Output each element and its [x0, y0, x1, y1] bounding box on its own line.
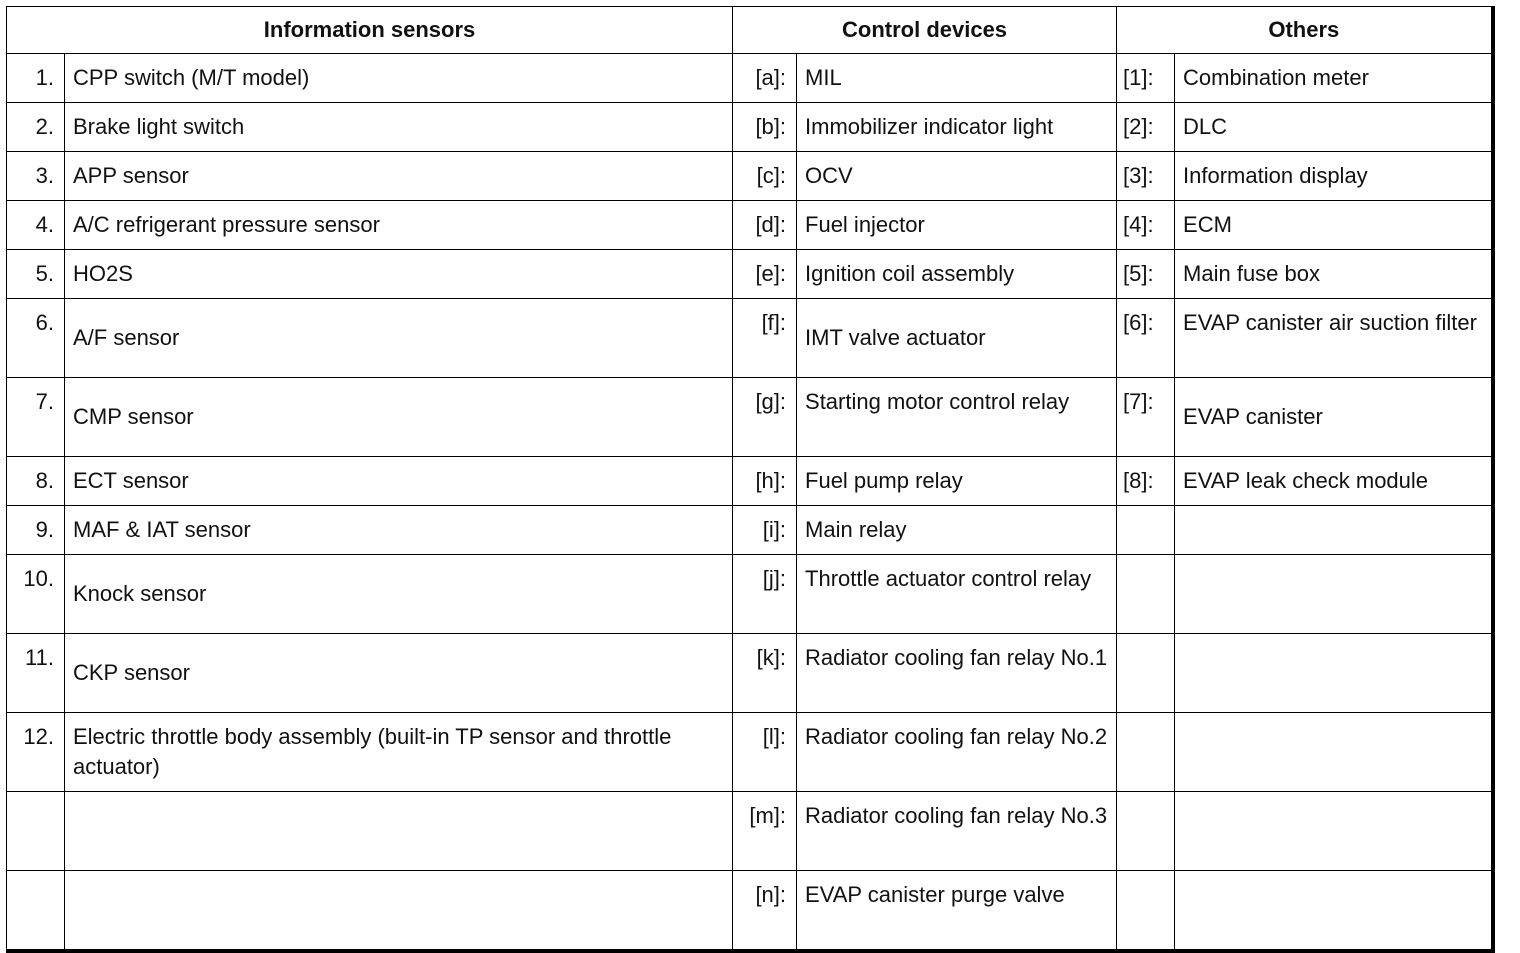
device-code: [l]: [733, 713, 797, 792]
device-code: [b]: [733, 103, 797, 152]
sensor-number: 8. [7, 457, 65, 506]
other-code [1117, 555, 1175, 634]
other-name: ECM [1175, 201, 1493, 250]
table-row [7, 201, 1493, 250]
sensor-number: 9. [7, 506, 65, 555]
table-row [7, 634, 1493, 713]
other-code [1117, 713, 1175, 792]
sensor-name: HO2S [65, 250, 733, 299]
device-name: EVAP canister purge valve [797, 871, 1117, 952]
other-name [1175, 713, 1493, 792]
other-name: EVAP leak check module [1175, 457, 1493, 506]
table-row [7, 250, 1493, 299]
table-row [7, 871, 1493, 952]
sensor-number: 10. [7, 555, 65, 634]
sensor-name: Electric throttle body assembly (built-in TP sensor and throttle actuator) [65, 713, 733, 792]
device-code: [m]: [733, 792, 797, 871]
device-code: [k]: [733, 634, 797, 713]
device-name: Main relay [797, 506, 1117, 555]
device-name: Ignition coil assembly [797, 250, 1117, 299]
sensor-number: 5. [7, 250, 65, 299]
header-control-devices: Control devices [733, 7, 1117, 54]
sensor-name: CKP sensor [65, 634, 733, 713]
other-name [1175, 506, 1493, 555]
sensor-number: 2. [7, 103, 65, 152]
table-row [7, 378, 1493, 457]
table-row [7, 506, 1493, 555]
other-name: EVAP canister air suction filter [1175, 299, 1493, 378]
other-name: Combination meter [1175, 54, 1493, 103]
device-name: Fuel pump relay [797, 457, 1117, 506]
sensor-number: 11. [7, 634, 65, 713]
table-row [7, 103, 1493, 152]
other-code [1117, 506, 1175, 555]
sensor-number: 3. [7, 152, 65, 201]
device-name: IMT valve actuator [797, 299, 1117, 378]
header-row [7, 7, 1493, 54]
sensor-name: ECT sensor [65, 457, 733, 506]
table-row [7, 299, 1493, 378]
sensor-name: CMP sensor [65, 378, 733, 457]
sensor-name: APP sensor [65, 152, 733, 201]
sensor-name: A/F sensor [65, 299, 733, 378]
device-code: [a]: [733, 54, 797, 103]
other-code: [1]: [1117, 54, 1175, 103]
sensor-number: 1. [7, 54, 65, 103]
header-others: Others [1117, 7, 1493, 54]
other-name [1175, 555, 1493, 634]
other-name: Main fuse box [1175, 250, 1493, 299]
sensor-number: 4. [7, 201, 65, 250]
table-row [7, 152, 1493, 201]
other-code [1117, 792, 1175, 871]
sensor-number [7, 871, 65, 952]
sensor-name: CPP switch (M/T model) [65, 54, 733, 103]
device-code: [g]: [733, 378, 797, 457]
sensor-name [65, 792, 733, 871]
table-row [7, 457, 1493, 506]
sensor-number: 6. [7, 299, 65, 378]
other-name: DLC [1175, 103, 1493, 152]
device-name: Radiator cooling fan relay No.1 [797, 634, 1117, 713]
sensor-number: 12. [7, 713, 65, 792]
device-code: [i]: [733, 506, 797, 555]
sensor-number [7, 792, 65, 871]
device-name: Immobilizer indicator light [797, 103, 1117, 152]
other-name [1175, 871, 1493, 952]
other-code [1117, 871, 1175, 952]
other-name [1175, 792, 1493, 871]
device-code: [e]: [733, 250, 797, 299]
table-row [7, 54, 1493, 103]
device-name: Radiator cooling fan relay No.2 [797, 713, 1117, 792]
device-code: [c]: [733, 152, 797, 201]
other-code: [6]: [1117, 299, 1175, 378]
table-row [7, 555, 1493, 634]
other-name [1175, 634, 1493, 713]
sensor-number: 7. [7, 378, 65, 457]
device-code: [d]: [733, 201, 797, 250]
device-code: [n]: [733, 871, 797, 952]
device-name: MIL [797, 54, 1117, 103]
other-code: [8]: [1117, 457, 1175, 506]
sensor-name [65, 871, 733, 952]
other-name: EVAP canister [1175, 378, 1493, 457]
other-name: Information display [1175, 152, 1493, 201]
sensor-name: A/C refrigerant pressure sensor [65, 201, 733, 250]
other-code [1117, 634, 1175, 713]
sensor-name: Brake light switch [65, 103, 733, 152]
device-code: [f]: [733, 299, 797, 378]
component-legend-table [6, 6, 1495, 953]
other-code: [4]: [1117, 201, 1175, 250]
device-code: [h]: [733, 457, 797, 506]
table-row [7, 792, 1493, 871]
device-code: [j]: [733, 555, 797, 634]
table-row [7, 713, 1493, 792]
sensor-name: Knock sensor [65, 555, 733, 634]
other-code: [2]: [1117, 103, 1175, 152]
other-code: [7]: [1117, 378, 1175, 457]
device-name: OCV [797, 152, 1117, 201]
device-name: Radiator cooling fan relay No.3 [797, 792, 1117, 871]
other-code: [3]: [1117, 152, 1175, 201]
other-code: [5]: [1117, 250, 1175, 299]
device-name: Throttle actuator control relay [797, 555, 1117, 634]
device-name: Starting motor control relay [797, 378, 1117, 457]
sensor-name: MAF & IAT sensor [65, 506, 733, 555]
device-name: Fuel injector [797, 201, 1117, 250]
header-information-sensors: Information sensors [7, 7, 733, 54]
